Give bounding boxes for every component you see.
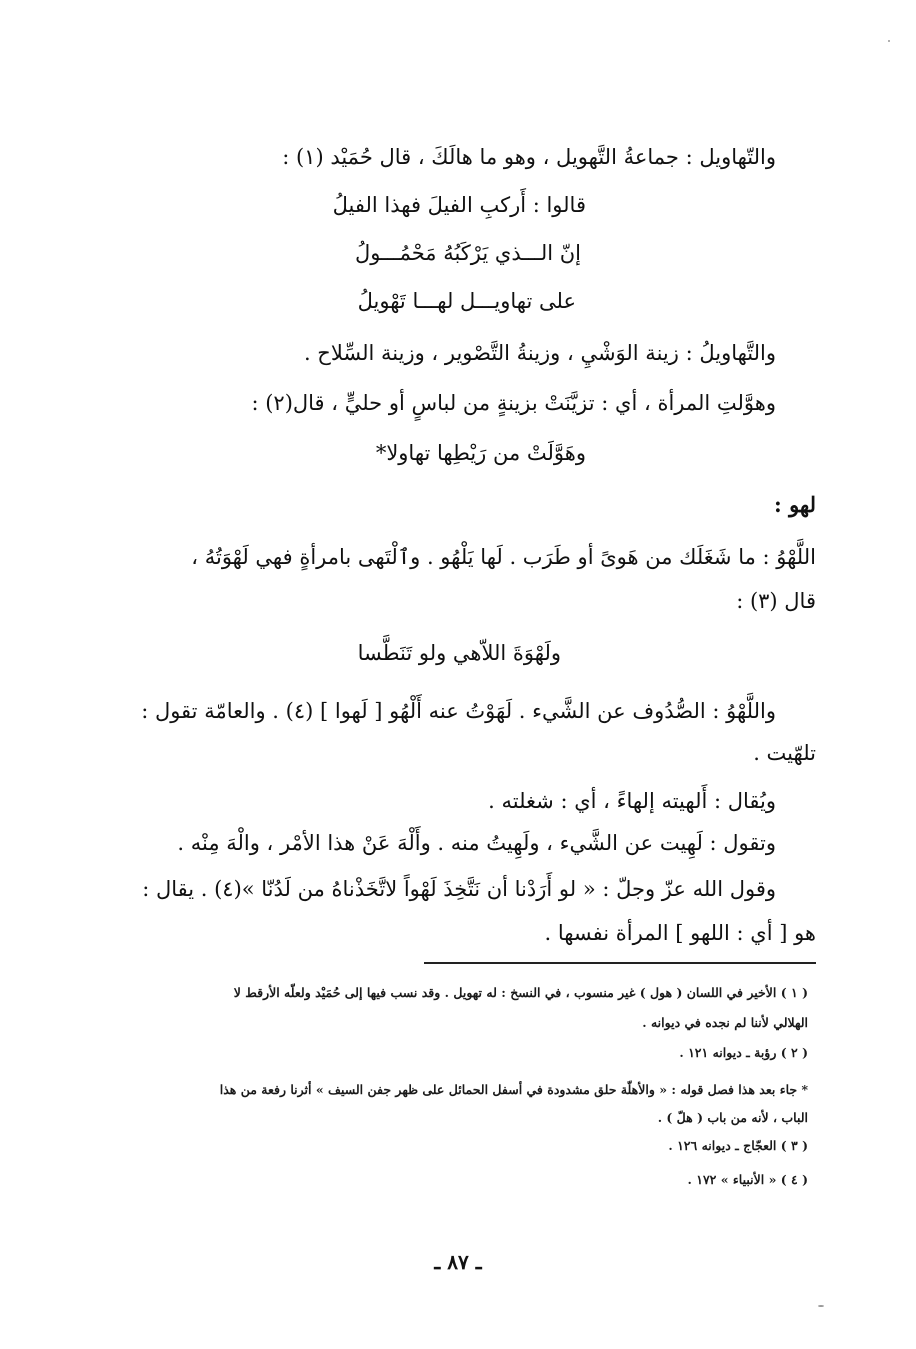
verse-line: إنّ الـــذي يَرْكَبُهُ مَحْمُـــولُ [355,241,581,265]
body-line: واللَّهْوُ : الصُّدُوف عن الشَّيء . لَهَوْتُ عنه أَلْهُو [ لَهوا ] (٤) . والعامّة تقول : [141,699,776,723]
body-line: وتقول : لَهِيت عن الشَّيء ، ولَهِيتُ منه . وأَلْهَ عَنْ هذا الأمْر ، والْهَ مِنْه . [177,831,776,855]
body-line: ويُقال : أَلهيته إلهاءً ، أي : شغلته . [488,789,776,813]
footnote: ( ٣ ) العجّاج ـ ديوانه ١٢٦ . [668,1138,808,1153]
verse-line: على تهاويـــل لهـــا تَهْويلُ [357,289,576,313]
body-line: وقول الله عزّ وجلّ : « لو أَرَدْنا أن نَتَّخِذَ لَهْواً لاتَّخَذْناهُ من لَدُنّا »(٤) . يقال : [142,877,776,901]
footnote-separator [424,962,816,964]
verse-line: قالوا : أَركبِ الفيلَ فهذا الفيلُ [332,193,586,217]
body-line: والتَّهاويلُ : زينة الوَشْيِ ، وزينةُ التَّصْوير ، وزينة السِّلاح . [303,341,776,365]
footnote: ( ٢ ) رؤبة ـ ديوانه ١٢١ . [679,1045,808,1060]
footnote: ( ٤ ) « الأنبياء » ١٧٢ . [687,1172,808,1187]
footnote: الباب ، لأنه من باب ( هلّ ) . [657,1110,808,1125]
scan-speck [818,1305,824,1307]
body-line: اللَّهْوُ : ما شَغَلَك من هَوىً أو طَرَب . لَها يَلْهُو . وٱلْتَهى بامرأةٍ فهي لَهْوَتُهُ ، [191,545,816,569]
body-line: قال (٣) : [736,589,816,613]
body-line: والتّهاويل : جماعةُ التَّهويل ، وهو ما هالَكَ ، قال حُمَيْد (١) : [282,145,776,169]
footnote: الهلالي لأننا لم نجده في ديوانه . [642,1015,808,1030]
entry-heading: لهو : [774,492,816,517]
body-line: وهوَّلتِ المرأة ، أي : تزيَّنَتْ بزينةٍ من لباسٍ أو حليٍّ ، قال(٢) : [251,391,776,415]
footnote: * جاء بعد هذا فصل قوله : « والأهلّة حلق مشدودة في أسفل الحمائل على ظهر جفن السيف » أثرنا رفعة من هذا [219,1082,808,1097]
verse-line: ولَهْوَةَ اللاّهي ولو تَنَطَّسا [357,641,561,665]
footnote: ( ١ ) الأخير في اللسان ( هول ) غير منسوب ، في النسخ : له تهويل . وقد نسب فيها إلى حُمَيْد ولعلّه الأرقط لا [233,985,808,1000]
verse-line: وهَوَّلَتْ من رَيْطِها تهاولا* [375,441,586,465]
page-number: ـ ٨٧ ـ [434,1250,482,1274]
body-line: تلهّيت . [753,741,816,765]
scan-speck [888,40,890,42]
body-line: هو [ أي : اللهو ] المرأة نفسها . [544,921,816,945]
